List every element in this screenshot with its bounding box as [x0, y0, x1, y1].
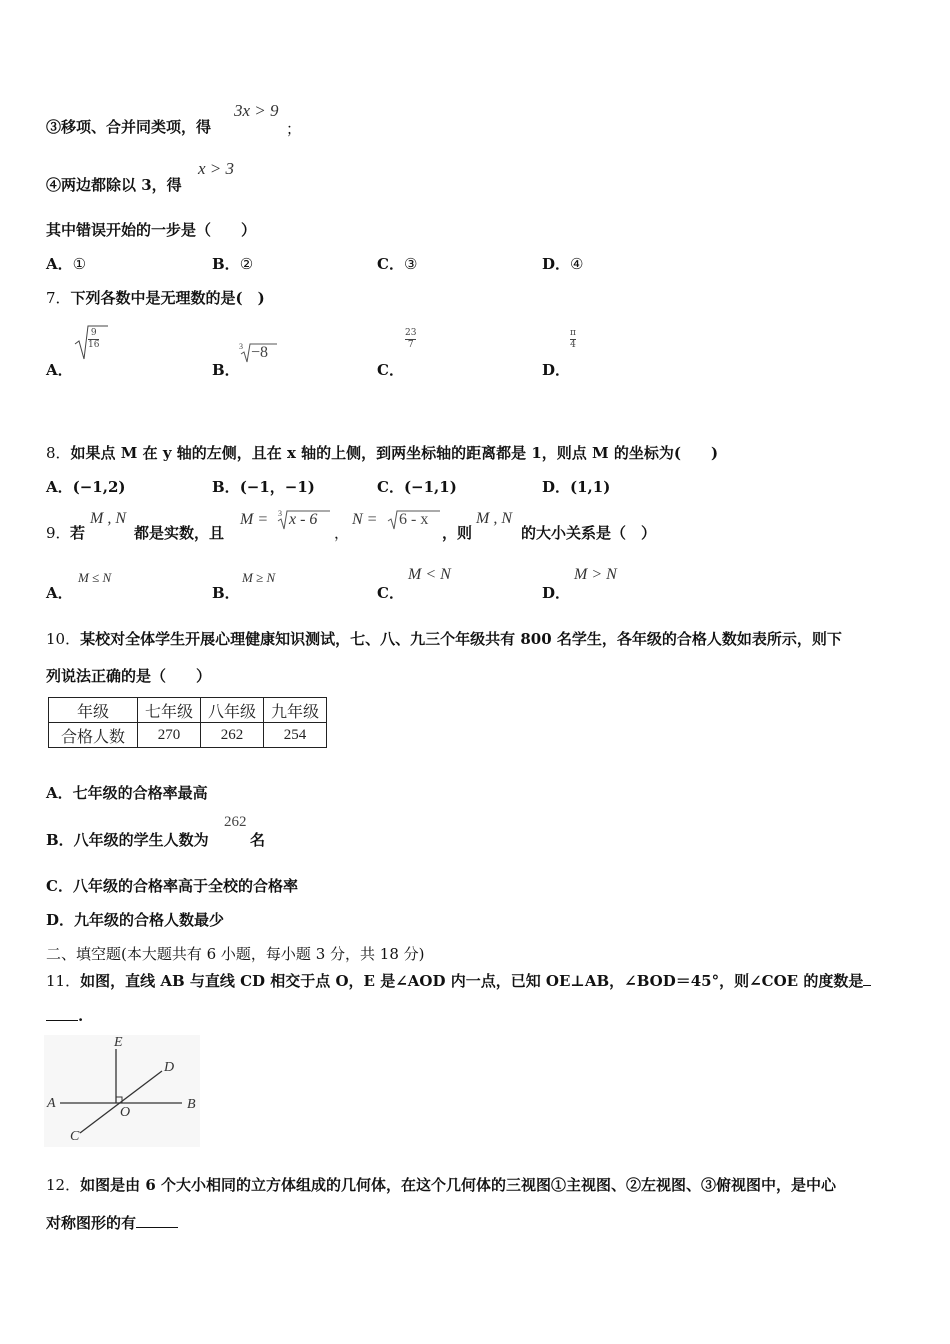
- table-header-cell: 七年级: [138, 698, 201, 723]
- q11-blank-line: .: [46, 1007, 83, 1025]
- q9-m-cuberoot: [276, 509, 332, 533]
- q12-line2: 对称图形的有: [46, 1212, 178, 1233]
- q7-option-d-label[interactable]: D．: [542, 361, 571, 379]
- q10-option-b-math: 262: [224, 814, 247, 830]
- point-label-c: C: [70, 1129, 80, 1144]
- root-radicand: −8: [251, 344, 269, 361]
- q11-question: 11．如图，直线 AB 与直线 CD 相交于点 O，E 是∠AOD 内一点，已知 OE⊥AB，∠BOD＝45°，则∠COE 的度数是: [46, 970, 871, 991]
- q6-option-b[interactable]: B．②: [212, 255, 254, 273]
- q6-option-c[interactable]: C．③: [377, 255, 418, 273]
- q9-option-d-label[interactable]: D．: [542, 584, 571, 602]
- q10-option-b[interactable]: B．八年级的学生人数为: [46, 831, 209, 849]
- point-label-a: A: [47, 1096, 56, 1111]
- table-header-cell: 九年级: [264, 698, 327, 723]
- intersecting-lines-figure: [44, 1035, 200, 1147]
- q7-option-b-cuberoot: [239, 342, 279, 366]
- q9-mn-1: M , N: [90, 510, 126, 527]
- q7-a-fraction: 9 16: [88, 328, 100, 350]
- q8-option-b[interactable]: B．(−1，−1): [212, 478, 315, 496]
- q9-option-c-label[interactable]: C．: [377, 584, 404, 602]
- point-label-e: E: [114, 1035, 123, 1050]
- q8-option-a[interactable]: A．(−1,2): [46, 478, 126, 496]
- q9-n-sqrt: [386, 509, 442, 533]
- step3-math: 3x > 9: [234, 101, 279, 120]
- q9-option-a-math: M ≤ N: [78, 570, 112, 585]
- point-label-d: D: [164, 1060, 175, 1075]
- q8-option-c[interactable]: C．(−1,1): [377, 478, 457, 496]
- q6-option-a[interactable]: A．①: [46, 255, 87, 273]
- table-header-cell: 年级: [49, 698, 138, 723]
- q9-comma: ，: [334, 524, 350, 542]
- root-radicand: 6 - x: [399, 511, 429, 528]
- q10-option-d[interactable]: D．九年级的合格人数最少: [46, 911, 225, 929]
- q10-option-c[interactable]: C．八年级的合格率高于全校的合格率: [46, 877, 298, 895]
- table-cell: 262: [201, 723, 264, 748]
- point-label-b: B: [187, 1097, 196, 1112]
- line-cd: [80, 1071, 162, 1133]
- table-row: [49, 723, 327, 748]
- q7-option-b-label[interactable]: B．: [212, 361, 240, 379]
- q9-option-d-math: M > N: [574, 566, 617, 583]
- q7-question: 7．下列各数中是无理数的是( ): [46, 289, 265, 307]
- table-cell: 合格人数: [49, 723, 138, 748]
- q7-c-fraction: 23 7: [405, 328, 417, 350]
- q10-option-b-tail: 名: [250, 831, 266, 849]
- grade-table: [48, 697, 327, 748]
- table-cell: 270: [138, 723, 201, 748]
- table-header-row: [49, 698, 327, 723]
- q9-option-a-label[interactable]: A．: [46, 584, 73, 602]
- q12-line1: 12．如图是由 6 个大小相同的立方体组成的几何体，在这个几何体的三视图①主视图、②左视图、③俯视图中，是中心: [46, 1176, 836, 1194]
- q8-option-d[interactable]: D．(1,1): [542, 478, 611, 496]
- q9-number: 9．: [46, 524, 71, 542]
- step3-text: ③移项、合并同类项，得: [46, 118, 212, 136]
- answer-blank[interactable]: [136, 1227, 178, 1228]
- q7-d-fraction: π 4: [570, 328, 576, 350]
- q9-option-b-math: M ≥ N: [242, 570, 276, 585]
- table-cell: 254: [264, 723, 327, 748]
- q7-option-c-label[interactable]: C．: [377, 361, 404, 379]
- q9-m-eq: M =: [240, 511, 269, 528]
- q9-text-2: 都是实数，且: [134, 524, 225, 542]
- q8-question: 8．如果点 M 在 y 轴的左侧，且在 x 轴的上侧，到两坐标轴的距离都是 1，则点 M 的坐标为( ): [46, 444, 719, 462]
- q7-option-a-label[interactable]: A．: [46, 361, 73, 379]
- answer-blank[interactable]: [863, 985, 871, 986]
- point-label-o: O: [120, 1105, 131, 1120]
- step3-tail: ；: [286, 120, 302, 138]
- q6-option-d[interactable]: D．④: [542, 255, 584, 273]
- step4-text: ④两边都除以 3，得: [46, 176, 182, 194]
- q6-question: 其中错误开始的一步是（ ）: [46, 221, 257, 239]
- q11-figure: [44, 1035, 200, 1147]
- table-header-cell: 八年级: [201, 698, 264, 723]
- q10-line1: 10．某校对全体学生开展心理健康知识测试，七、八、九三个年级共有 800 名学生，各年级的合格人数如表所示，则下: [46, 630, 842, 648]
- step4-math: x > 3: [198, 159, 235, 178]
- root-index: 3: [239, 342, 243, 351]
- q9-mn-2: M , N: [476, 510, 512, 527]
- q10-line2: 列说法正确的是（ ）: [46, 667, 212, 685]
- q9-n-eq: N =: [352, 511, 378, 528]
- section-heading: 二、填空题(本大题共有 6 小题，每小题 3 分，共 18 分): [46, 945, 425, 963]
- root-index: 3: [278, 509, 282, 518]
- q9-text-4: 的大小关系是（ ）: [521, 524, 657, 542]
- answer-blank[interactable]: [46, 1020, 78, 1021]
- q10-option-a[interactable]: A．七年级的合格率最高: [46, 784, 208, 802]
- q9-option-c-math: M < N: [408, 566, 451, 583]
- q9-text-3: ，则: [442, 524, 473, 542]
- q9-option-b-label[interactable]: B．: [212, 584, 240, 602]
- root-radicand: x - 6: [289, 511, 318, 528]
- q9-text-1: 若: [70, 524, 86, 542]
